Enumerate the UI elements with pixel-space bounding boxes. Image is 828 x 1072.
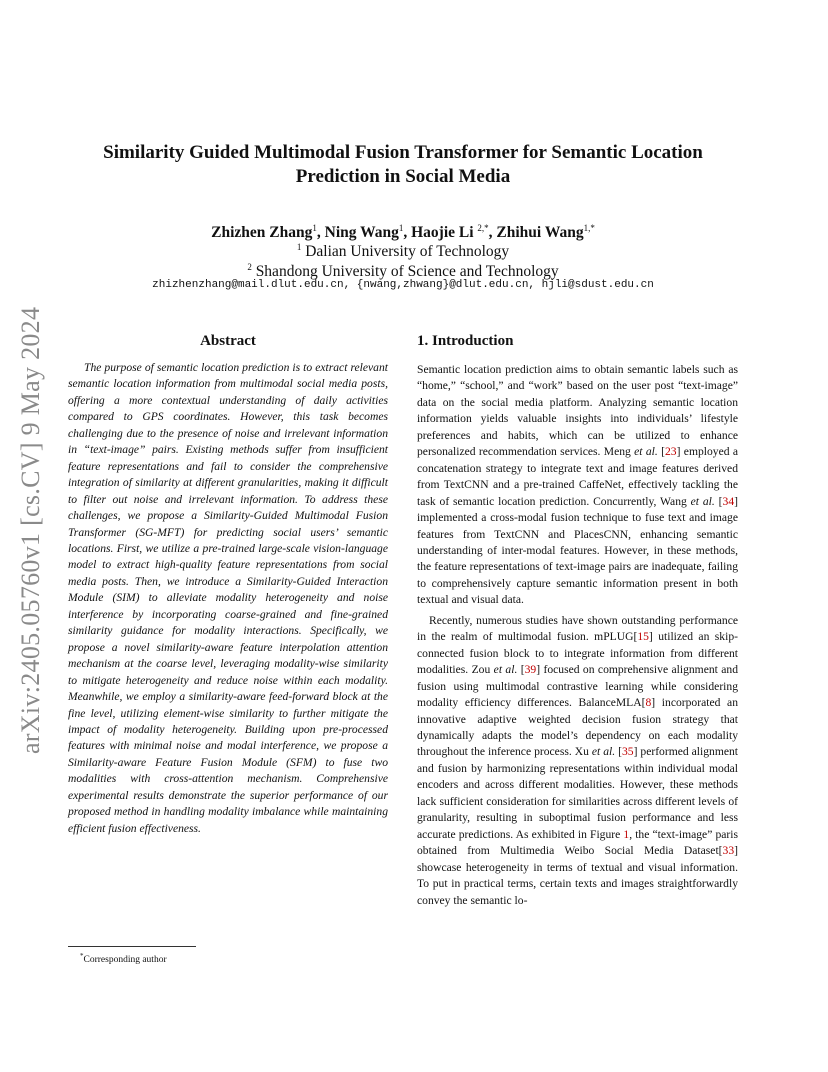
paragraph-text-segment: , the “text-image” paris obtained from Multimedia Weibo Social Media Dataset[: [417, 827, 738, 858]
footnote: [80, 952, 167, 965]
paper-title: Similarity Guided Multimodal Fusion Transformer for Semantic Location Prediction in Social Media: [103, 142, 703, 187]
footnote-mark: *: [80, 952, 84, 960]
abstract-text: The purpose of semantic location prediction is to extract relevant semantic location information from multimodal social media posts, offering a more contextual understanding of daily activities compared to GPS coordinates. However, this task becomes challenging due to the presence of noise and irrelevant information in “text-image” pairs. Existing methods suffer from insufficient feature representations and fail to consider the comprehensive integration of similarity at different granularities, making it difficult to filter out noise and irrelevant information. To address these challenges, we propose a Similarity-Guided Multimodal Fusion Transformer (SG-MFT) for predicting social users’ semantic locations. First, we utilize a pre-trained large-scale vision-language model to extract high-quality feature representations from social media posts. Then, we introduce a Similarity-Guided Interaction Module (SIM) to alleviate modality heterogeneity and noise interference by incorporating coarse-grained and fine-grained similarity guidance for modality interactions. Specifically, we propose a novel similarity-aware feature interpolation attention mechanism at the coarse level, leveraging modality-wise similarity to mitigate heterogeneity and reduce noise within each modality. Meanwhile, we employ a similarity-aware feed-forward block at the fine level, utilizing element-wise similarity to further mitigate the impact of modality heterogeneity. Building upon pre-processed features with minimal noise and modal interference, we propose a Similarity-aware Feature Fusion Module (SFM) to fuse two modalities with cross-attention mechanism. Comprehensive experimental results demonstrate the superior performance of our proposed method in handling modality imbalance while maintaining efficient fusion effectiveness.: [68, 361, 388, 835]
affiliation-name: Dalian University of Technology: [301, 243, 510, 260]
citation-link[interactable]: 15: [637, 630, 649, 644]
paragraph-text-segment: [: [657, 445, 665, 459]
paragraph-text-segment: ] performed alignment and fusion by harmonizing representations within individual modal encoders and across different modalities. However, these methods lack sufficient consideration for similarities across different levels of granularity, resulting in suboptimal fusion performance and less accurate predictions. As exhibited in Figure: [417, 745, 739, 841]
author-name: Ning Wang: [324, 224, 399, 241]
citation-link[interactable]: 33: [722, 844, 735, 858]
paragraph-text-segment: ] utilized an skip-connected fusion block to to integrate information from different modalities. Zou: [417, 630, 738, 677]
author-name: Zhihui Wang: [496, 224, 584, 241]
affiliation-mark: 2: [247, 262, 252, 272]
paragraph-text-segment: Recently, numerous studies have shown outstanding performance in the realm of multimodal fusion. mPLUG[: [417, 613, 738, 644]
author-name: Haojie Li: [411, 224, 478, 241]
paragraph-text-segment: ] focused on comprehensive alignment and fusion using multimodal contrastive learning while considering modality efficiency differences. BalanceMLA[: [417, 663, 738, 710]
paragraph-text-segment: ] incorporated an innovative adaptive weighted decision fusion strategy that dynamically adapts the model’s dependency on each modality throughout the inference process. Xu: [417, 696, 738, 759]
paragraph-text-segment: ] employed a concatenation strategy to integrate text and image features derived from TextCNN and a pre-trained CaffeNet, effectively tackling the task of semantic location prediction. Concurrently, Wang: [417, 445, 739, 508]
paragraph-text-segment: [: [714, 494, 723, 508]
footnote-text: Corresponding author: [83, 955, 167, 965]
affiliation-name: Shandong University of Science and Technology: [251, 263, 559, 280]
paragraph-text-segment: [: [517, 663, 525, 677]
citation-link[interactable]: 8: [645, 696, 652, 710]
author-affiliation-mark: 1: [312, 223, 317, 233]
author-separator: ,: [316, 224, 325, 241]
citation-link[interactable]: 34: [722, 494, 735, 508]
author-separator: ,: [403, 224, 412, 241]
paragraph-text-segment: et al.: [690, 494, 715, 508]
right-column: [417, 332, 738, 909]
paragraph-text-segment: et al.: [493, 663, 518, 677]
paragraph-text-segment: [: [615, 745, 622, 759]
author-affiliation-mark: 1: [398, 223, 404, 233]
author-separator: ,: [488, 224, 497, 241]
introduction-paragraph-2: [417, 613, 738, 909]
affiliation-mark: 1: [296, 242, 302, 252]
paragraph-text-segment: ] implemented a cross-modal fusion technique to fuse text and image features from TextCNN and PlacesCNN, enhancing semantic understanding of inter-modal features. However, in these methods, the feature representations of text-image pairs are inadequate, failing to comprehensively capture semantic information present in both textual and visual data.: [417, 494, 738, 607]
footnote-rule: [68, 946, 196, 947]
author-affiliation-mark: 1,*: [583, 223, 595, 233]
author-emails: zhizhenzhang@mail.dlut.edu.cn, {nwang,zhwang}@dlut.edu.cn, hjli@sdust.edu.cn: [152, 279, 654, 291]
abstract-heading: Abstract: [200, 333, 256, 349]
paragraph-text-segment: ] showcase heterogeneity in terms of textual and visual information. To put in practical terms, certain texts and images straightforwardly convey the semantic lo-: [417, 844, 738, 907]
author-name: Zhizhen Zhang: [211, 224, 313, 241]
citation-link[interactable]: 23: [665, 445, 677, 459]
paragraph-text-segment: et al.: [634, 445, 658, 459]
paragraph-text-segment: et al.: [591, 745, 616, 759]
introduction-heading: 1. Introduction: [417, 333, 514, 349]
citation-link[interactable]: 35: [621, 745, 634, 759]
left-column: [68, 332, 388, 837]
arxiv-side-identifier: arXiv:2405.05760v1 [cs.CV] 9 May 2024: [16, 306, 45, 754]
author-affiliation-mark: 2,*: [477, 223, 489, 233]
citation-link[interactable]: 1: [623, 827, 630, 841]
introduction-paragraph-1: [417, 362, 738, 609]
citation-link[interactable]: 39: [524, 663, 537, 677]
paragraph-text-segment: Semantic location prediction aims to obtain semantic labels such as “home,” “school,” and “work” based on the user post “text-image” data on the social media platform. Analyzing semantic location information yields valuable insights into individuals’ lifestyle preferences and habits, which can be utilized to enhance personalized recommendation services. Meng: [417, 363, 738, 459]
